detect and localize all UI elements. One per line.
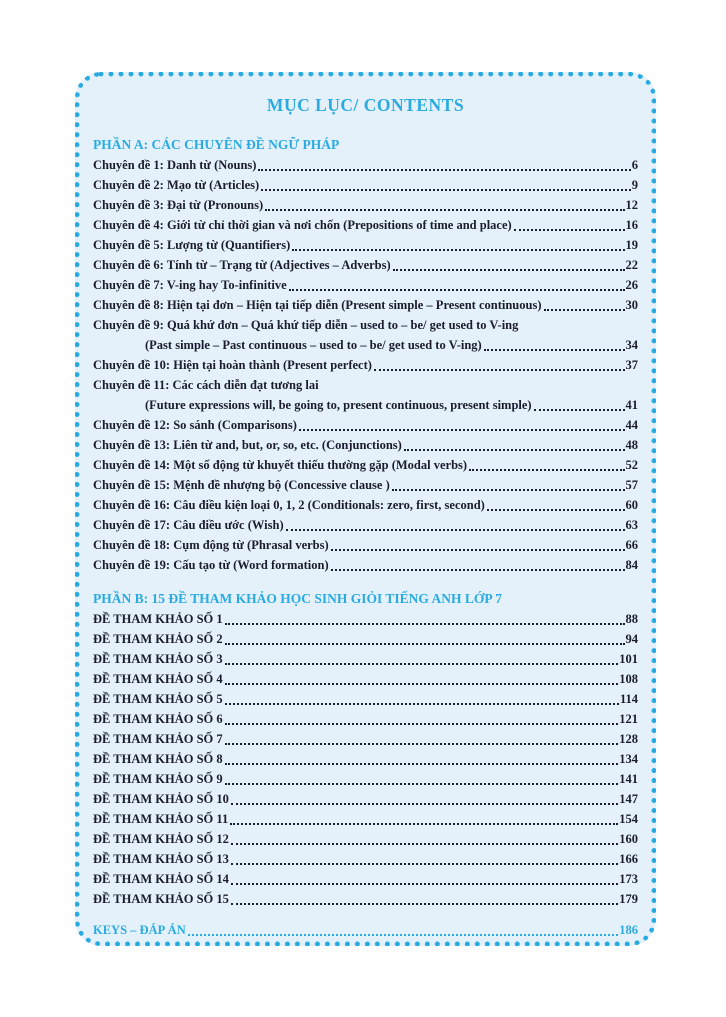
page-number: 108 <box>619 672 638 686</box>
entry-label: Chuyên đề 2: Mạo từ (Articles) <box>93 178 260 192</box>
entry-label: (Future expressions will, be going to, present continuous, present simple) <box>145 398 532 412</box>
entry-label: Chuyên đề 7: V-ing hay To-infinitive <box>93 278 287 292</box>
toc-entry <box>93 195 638 215</box>
entry-label: Chuyên đề 13: Liên từ and, but, or, so, etc. (Conjunctions) <box>93 438 402 452</box>
dot-leader <box>225 743 619 745</box>
dot-leader <box>534 409 625 411</box>
toc-entry <box>93 829 638 849</box>
page-number: 6 <box>631 158 638 172</box>
entry-label: Chuyên đề 10: Hiện tại hoàn thành (Present perfect) <box>93 358 372 372</box>
page-number: 19 <box>625 238 638 252</box>
toc-entry <box>93 515 638 535</box>
entry-label: Chuyên đề 6: Tính từ – Trạng từ (Adjectives – Adverbs) <box>93 258 391 272</box>
toc-entry <box>93 535 638 555</box>
dot-leader <box>225 783 619 785</box>
entry-label: Chuyên đề 17: Câu điều ước (Wish) <box>93 518 284 532</box>
toc-entry <box>93 729 638 749</box>
entry-label: ĐỀ THAM KHẢO SỐ 2 <box>93 632 223 646</box>
page-number: 134 <box>619 752 638 766</box>
entry-label: Chuyên đề 15: Mệnh đề nhượng bộ (Concessive clause ) <box>93 478 390 492</box>
toc-entry <box>93 435 638 455</box>
toc-entry <box>93 495 638 515</box>
dot-leader <box>299 429 625 431</box>
page-number: 30 <box>625 298 638 312</box>
entry-label: ĐỀ THAM KHẢO SỐ 6 <box>93 712 223 726</box>
toc-entry <box>93 255 638 275</box>
dot-leader <box>225 683 619 685</box>
dot-leader <box>231 903 618 905</box>
toc-entry <box>93 629 638 649</box>
page-number: 128 <box>619 732 638 746</box>
entry-label: ĐỀ THAM KHẢO SỐ 4 <box>93 672 223 686</box>
entry-label: ĐỀ THAM KHẢO SỐ 12 <box>93 832 229 846</box>
dot-leader <box>331 569 625 571</box>
dot-leader <box>392 489 625 491</box>
page-number: 154 <box>619 812 638 826</box>
dot-leader <box>265 209 624 211</box>
dot-leader <box>225 623 625 625</box>
entry-label: Chuyên đề 11: Các cách diễn đạt tương lai <box>93 378 319 392</box>
entry-label: ĐỀ THAM KHẢO SỐ 3 <box>93 652 223 666</box>
page-number: 41 <box>625 398 638 412</box>
entry-label: ĐỀ THAM KHẢO SỐ 9 <box>93 772 223 786</box>
page-number: 9 <box>631 178 638 192</box>
page-number: 37 <box>625 358 638 372</box>
page-number: 22 <box>625 258 638 272</box>
toc-sections <box>93 134 638 909</box>
entry-label: Chuyên đề 9: Quá khứ đơn – Quá khứ tiếp diễn – used to – be/ get used to V-ing <box>93 318 519 332</box>
toc-entry <box>93 709 638 729</box>
entry-label: ĐỀ THAM KHẢO SỐ 15 <box>93 892 229 906</box>
entry-label: Chuyên đề 4: Giới từ chỉ thời gian và nơi chốn (Prepositions of time and place) <box>93 218 512 232</box>
section-heading: PHẦN B: 15 ĐỀ THAM KHẢO HỌC SINH GIỎI TIẾNG ANH LỚP 7 <box>93 591 503 606</box>
toc-entry <box>93 689 638 709</box>
page-title: MỤC LỤC/ CONTENTS <box>266 95 465 115</box>
dot-leader <box>404 449 625 451</box>
dot-leader <box>225 763 619 765</box>
page-number: 60 <box>625 498 638 512</box>
page-number: 166 <box>619 852 638 866</box>
toc-entry <box>93 889 638 909</box>
page-number: 173 <box>619 872 638 886</box>
entry-label: ĐỀ THAM KHẢO SỐ 8 <box>93 752 223 766</box>
toc-entry <box>93 809 638 829</box>
entry-label: Chuyên đề 19: Cấu tạo từ (Word formation) <box>93 558 329 572</box>
dot-leader <box>258 169 630 171</box>
entry-label: ĐỀ THAM KHẢO SỐ 13 <box>93 852 229 866</box>
keys-entry <box>93 920 638 940</box>
dot-leader <box>514 229 625 231</box>
entry-label: Chuyên đề 12: So sánh (Comparisons) <box>93 418 297 432</box>
section-heading: PHẦN A: CÁC CHUYÊN ĐỀ NGỮ PHÁP <box>93 137 340 152</box>
toc-entry <box>93 335 638 355</box>
dot-leader <box>231 883 618 885</box>
page-number: 186 <box>619 923 638 937</box>
dot-leader <box>230 823 618 825</box>
dot-leader <box>231 863 618 865</box>
entry-label: (Past simple – Past continuous – used to – be/ get used to V-ing) <box>145 338 482 352</box>
entry-label: ĐỀ THAM KHẢO SỐ 5 <box>93 692 223 706</box>
page-number: 52 <box>625 458 638 472</box>
toc-entry <box>93 455 638 475</box>
toc-entry <box>93 415 638 435</box>
dot-leader <box>231 803 618 805</box>
page-number: 26 <box>625 278 638 292</box>
entry-label: ĐỀ THAM KHẢO SỐ 10 <box>93 792 229 806</box>
toc-entry <box>93 295 638 315</box>
toc-entry <box>93 315 638 335</box>
toc-entry <box>93 869 638 889</box>
toc-entry <box>93 355 638 375</box>
dot-leader <box>188 934 619 936</box>
toc-entry <box>93 175 638 195</box>
dot-leader <box>289 289 625 291</box>
dot-leader <box>469 469 624 471</box>
dot-leader <box>261 189 631 191</box>
page-number: 84 <box>625 558 638 572</box>
dot-leader <box>225 663 619 665</box>
dot-leader <box>225 723 619 725</box>
dot-leader <box>544 309 625 311</box>
toc-entry <box>93 215 638 235</box>
entry-label: ĐỀ THAM KHẢO SỐ 1 <box>93 612 223 626</box>
dot-leader <box>225 643 625 645</box>
page-number: 12 <box>625 198 638 212</box>
entry-label: ĐỀ THAM KHẢO SỐ 14 <box>93 872 229 886</box>
entry-label: Chuyên đề 1: Danh từ (Nouns) <box>93 158 257 172</box>
keys-label: KEYS – ĐÁP ÁN <box>93 923 186 937</box>
toc-entry <box>93 749 638 769</box>
page-number: 66 <box>625 538 638 552</box>
entry-label: ĐỀ THAM KHẢO SỐ 7 <box>93 732 223 746</box>
page-number: 147 <box>619 792 638 806</box>
entry-label: Chuyên đề 3: Đại từ (Pronouns) <box>93 198 264 212</box>
dot-leader <box>231 843 618 845</box>
toc-entry <box>93 395 638 415</box>
toc-entry <box>93 375 638 395</box>
toc-entry <box>93 849 638 869</box>
entry-label: Chuyên đề 16: Câu điều kiện loại 0, 1, 2 (Conditionals: zero, first, second) <box>93 498 485 512</box>
entry-label: Chuyên đề 5: Lượng từ (Quantifiers) <box>93 238 291 252</box>
page-number: 48 <box>625 438 638 452</box>
dot-leader <box>374 369 625 371</box>
page-number: 57 <box>625 478 638 492</box>
toc-entry <box>93 789 638 809</box>
entry-label: Chuyên đề 14: Một số động từ khuyết thiếu thường gặp (Modal verbs) <box>93 458 468 472</box>
toc-entry <box>93 155 638 175</box>
page-number: 88 <box>625 612 638 626</box>
page-number: 101 <box>619 652 638 666</box>
toc-entry <box>93 649 638 669</box>
dot-leader <box>487 509 625 511</box>
entry-label: Chuyên đề 8: Hiện tại đơn – Hiện tại tiếp diễn (Present simple – Present continuous) <box>93 298 542 312</box>
toc-entry <box>93 609 638 629</box>
contents-panel <box>75 72 656 946</box>
page-number: 114 <box>619 692 638 706</box>
toc-entry <box>93 235 638 255</box>
toc-entry <box>93 275 638 295</box>
page-number: 63 <box>625 518 638 532</box>
toc-entry <box>93 769 638 789</box>
toc-entry <box>93 555 638 575</box>
page-number: 141 <box>619 772 638 786</box>
page-number: 121 <box>619 712 638 726</box>
page-number: 16 <box>625 218 638 232</box>
dot-leader <box>393 269 625 271</box>
dot-leader <box>292 249 624 251</box>
page-number: 179 <box>619 892 638 906</box>
page-number: 44 <box>625 418 638 432</box>
toc-entry <box>93 669 638 689</box>
entry-label: Chuyên đề 18: Cụm động từ (Phrasal verbs) <box>93 538 329 552</box>
toc-entry <box>93 475 638 495</box>
dot-leader <box>225 703 619 705</box>
page-number: 160 <box>619 832 638 846</box>
dot-leader <box>331 549 625 551</box>
dot-leader <box>484 349 625 351</box>
entry-label: ĐỀ THAM KHẢO SỐ 11 <box>93 812 229 826</box>
page-number: 94 <box>625 632 638 646</box>
page-number: 34 <box>625 338 638 352</box>
dot-leader <box>286 529 625 531</box>
